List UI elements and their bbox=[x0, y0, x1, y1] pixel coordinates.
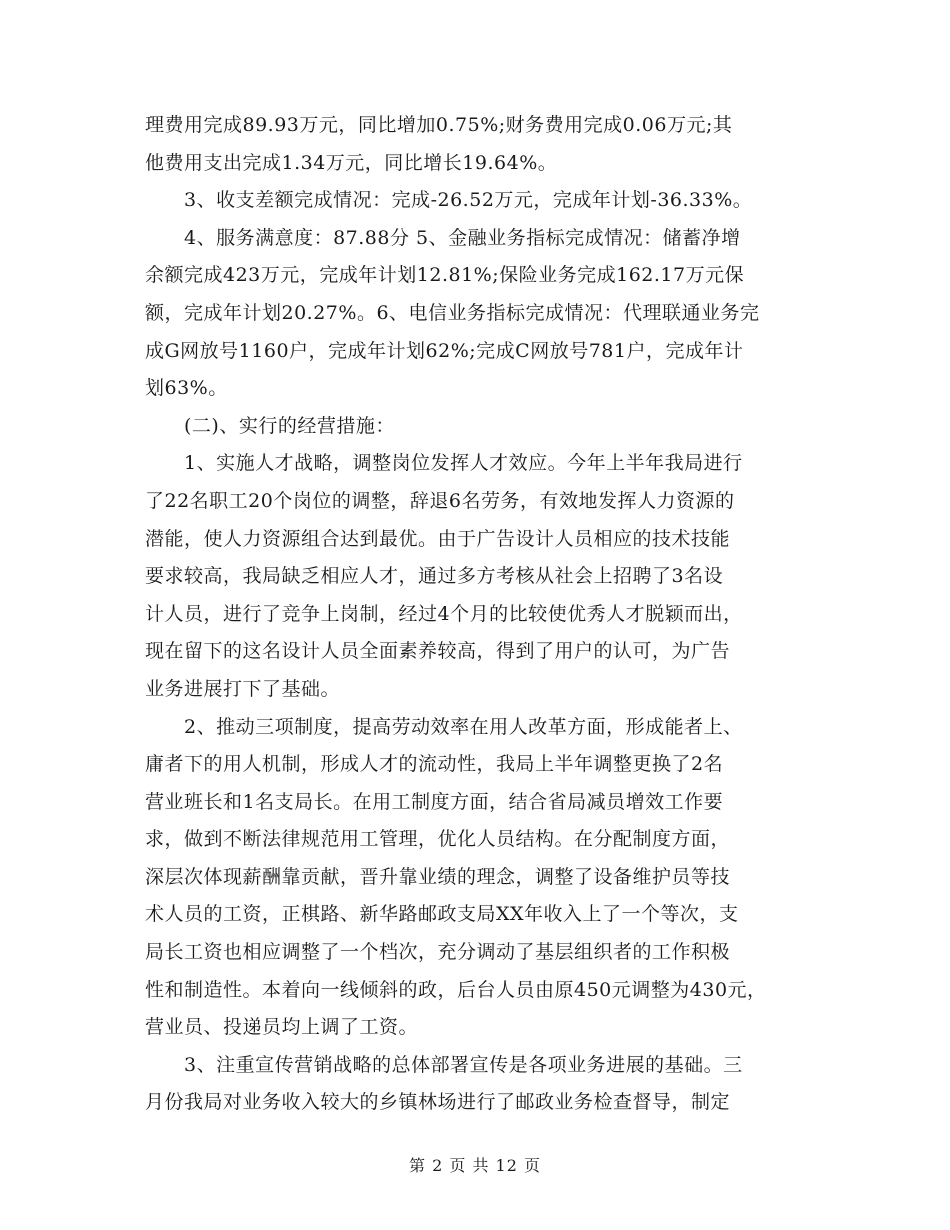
text-line: 计人员，进行了竞争上岗制，经过4个月的比较使优秀人才脱颖而出， bbox=[145, 602, 743, 625]
text-line: 求，做到不断法律规范用工管理，优化人员结构。在分配制度方面， bbox=[145, 828, 731, 851]
text-line: 深层次体现薪酬靠贡献，晋升靠业绩的理念，调整了设备维护员等技 bbox=[145, 865, 731, 888]
text-line: 3、收支差额完成情况：完成-26.52万元，完成年计划-36.33%。 bbox=[145, 189, 753, 212]
text-line: 4、服务满意度：87.88分 5、金融业务指标完成情况：储蓄净增 bbox=[145, 226, 741, 249]
section-heading: (二)、实行的经营措施： bbox=[145, 414, 395, 437]
text-line: 营业班长和1名支局长。在用工制度方面，结合省局减员增效工作要 bbox=[145, 790, 724, 813]
text-line: 余额完成423万元，完成年计划12.81%;保险业务完成162.17万元保 bbox=[145, 264, 745, 287]
text-line: 额，完成年计划20.27%。6、电信业务指标完成情况：代理联通业务完 bbox=[145, 301, 760, 324]
text-line: 月份我局对业务收入较大的乡镇林场进行了邮政业务检查督导，制定 bbox=[145, 1091, 731, 1114]
text-line: 划63%。 bbox=[145, 377, 228, 400]
text-line: 成G网放号1160户，完成年计划62%;完成C网放号781户，完成年计 bbox=[145, 339, 744, 362]
text-line: 现在留下的这名设计人员全面素养较高，得到了用户的认可，为广告 bbox=[145, 640, 731, 663]
text-line: 他费用支出完成1.34万元，同比增长19.64%。 bbox=[145, 151, 558, 174]
text-line: 了22名职工20个岗位的调整，辞退6名劳务，有效地发挥人力资源的 bbox=[145, 489, 735, 512]
text-line: 潜能，使人力资源组合达到最优。由于广告设计人员相应的技术技能 bbox=[145, 527, 731, 550]
text-line: 要求较高，我局缺乏相应人才，通过多方考核从社会上招聘了3名设 bbox=[145, 565, 724, 588]
text-line: 2、推动三项制度，提高劳动效率在用人改革方面，形成能者上、 bbox=[145, 715, 743, 738]
text-line: 庸者下的用人机制，形成人才的流动性，我局上半年调整更换了2名 bbox=[145, 753, 724, 776]
page-footer: 第 2 页 共 12 页 bbox=[409, 1156, 541, 1175]
text-line: 局长工资也相应调整了一个档次，充分调动了基层组织者的工作积极 bbox=[145, 941, 731, 964]
text-line: 术人员的工资，正棋路、新华路邮政支局XX年收入上了一个等次，支 bbox=[145, 903, 739, 926]
text-line: 理费用完成89.93万元，同比增加0.75%;财务费用完成0.06万元;其 bbox=[145, 114, 733, 136]
text-line: 3、注重宣传营销战略的总体部署宣传是各项业务进展的基础。三 bbox=[145, 1053, 743, 1076]
text-line: 业务进展打下了基础。 bbox=[145, 677, 341, 700]
text-line: 营业员、投递员均上调了工资。 bbox=[145, 1016, 419, 1039]
document-body bbox=[145, 107, 825, 1122]
text-line: 1、实施人才战略，调整岗位发挥人才效应。今年上半年我局进行 bbox=[145, 452, 743, 475]
text-line: 性和制造性。本着向一线倾斜的政，后台人员由原450元调整为430元， bbox=[145, 978, 767, 1001]
